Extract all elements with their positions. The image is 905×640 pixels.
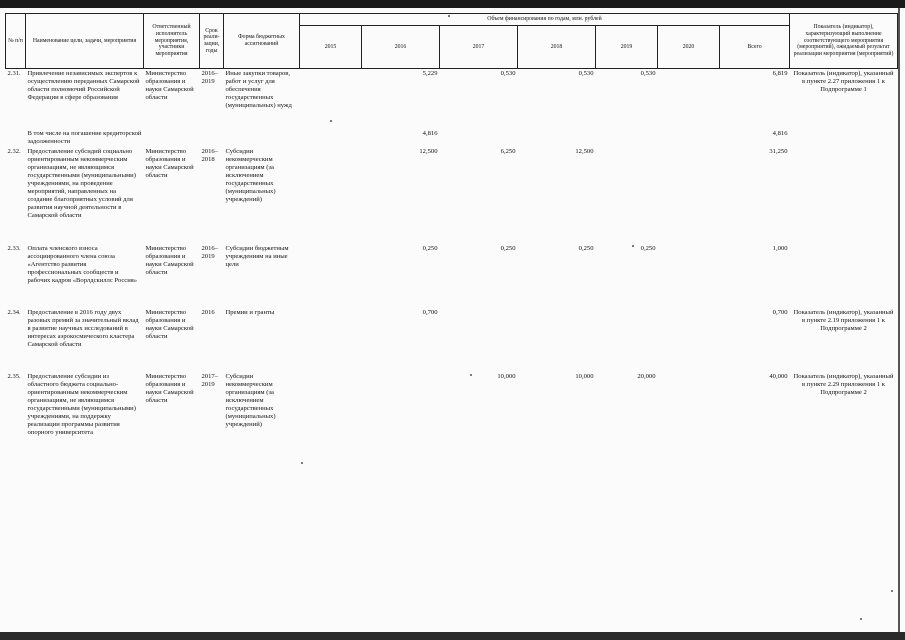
scan-top-border xyxy=(0,0,905,8)
header-executor: Ответственный исполнитель мероприятия, участники мероприятия xyxy=(144,14,200,69)
table-row xyxy=(6,244,898,286)
row-y2019: 20,000 xyxy=(637,372,656,380)
header-year-2017: 2017 xyxy=(440,26,518,69)
row-y2019: 0,250 xyxy=(640,244,656,252)
row-indicator: Показатель (индикатор), указанный в пункте 2.29 приложения 1 к Подпрограмме 2 xyxy=(793,372,894,396)
row-name: Предоставление в 2016 году двух разовых премий за значительный вклад в развитие научных исследований в интересах аэрокосмического кластера Самарской области xyxy=(27,308,139,348)
row-num: 2.33. xyxy=(7,244,21,252)
scan-speck xyxy=(470,374,472,376)
row-indicator xyxy=(790,147,898,221)
row-total: 6,819 xyxy=(772,70,788,77)
row-name: Предоставление субсидии из областного бюджета социально-ориентированным некоммерческим организациям, не являющимся государственными (муниципальными) учреждениями, на поддержку реализации программы развития опорного университета xyxy=(27,372,136,437)
row-y2016: 4,816 xyxy=(422,130,438,138)
row-y2017: 0,250 xyxy=(500,244,516,252)
scan-speck xyxy=(891,590,893,592)
row-y2015 xyxy=(300,372,362,438)
financing-table xyxy=(5,13,898,438)
row-y2018: 0,250 xyxy=(578,244,594,252)
header-funding: Объем финансирования по годам, млн. рублей xyxy=(300,14,790,26)
row-total: 0,700 xyxy=(772,308,788,316)
header-term: Срок реали-зации, годы xyxy=(200,14,224,69)
header-num: № п/п xyxy=(6,14,26,69)
header-year-2019: 2019 xyxy=(596,26,658,69)
row-y2015 xyxy=(300,308,362,350)
header-total: Всего xyxy=(720,26,790,69)
row-total: 40,000 xyxy=(769,372,788,380)
row-indicator: Показатель (индикатор), указанный в пункте 2.27 приложения 1 к Подпрограмме 1 xyxy=(793,70,894,94)
row-spacer xyxy=(6,222,898,244)
row-y2016: 0,250 xyxy=(422,244,438,252)
table-row xyxy=(6,69,898,112)
row-y2019: 0,530 xyxy=(640,70,656,77)
row-num: 2.35. xyxy=(7,372,21,380)
row-form: Субсидии бюджетным учреждениям на иные цели xyxy=(225,244,289,268)
row-spacer xyxy=(6,286,898,308)
row-form xyxy=(224,129,300,147)
row-spacer xyxy=(6,350,898,372)
header-year-2016: 2016 xyxy=(362,26,440,69)
row-y2016: 12,500 xyxy=(419,148,438,156)
row-total: 4,816 xyxy=(772,130,788,138)
row-executor: Министерство образования и науки Самарской области xyxy=(145,148,194,180)
row-name: Оплата членского взноса ассоциированного члена союза «Агентство развития профессиональных сообществ и рабочих кадров «Ворлдскиллс Россия» xyxy=(27,244,138,284)
row-y2020 xyxy=(658,129,720,147)
row-name: В том числе на погашение кредиторской задолженности xyxy=(27,130,142,146)
table-row xyxy=(6,372,898,438)
row-name: Привлечение независимых экспертов к осуществлению переданных Самарской области полномочий Российской Федерации в сфере образования xyxy=(27,70,140,102)
row-name: Предоставление субсидий социально ориентированным некоммерческим организациям, не являющимся государственными (муниципальными) учреждениями, на проведение мероприятий, направленных на создание благоприятных условий для развития научной деятельности в Самарской области xyxy=(27,148,136,220)
row-y2020 xyxy=(658,69,720,112)
row-y2018: 12,500 xyxy=(575,148,594,156)
row-y2016: 0,700 xyxy=(422,308,438,316)
row-form: Премии и гранты xyxy=(225,308,275,316)
scan-right-edge xyxy=(898,8,900,632)
scan-speck xyxy=(860,618,862,620)
table-row xyxy=(6,308,898,350)
row-num: 2.31. xyxy=(7,70,21,77)
row-y2018 xyxy=(518,308,596,350)
row-executor: Министерство образования и науки Самарской области xyxy=(145,70,194,102)
table-row xyxy=(6,147,898,221)
row-indicator xyxy=(790,244,898,286)
row-y2017: 6,250 xyxy=(500,148,516,156)
row-form: Иные закупки товаров, работ и услуг для обеспечения государственных (муниципальных) нужд xyxy=(225,70,292,110)
header-year-2015: 2015 xyxy=(300,26,362,69)
row-y2017: 0,530 xyxy=(500,70,516,77)
row-executor: Министерство образования и науки Самарской области xyxy=(145,372,194,404)
row-executor: Министерство образования и науки Самарской области xyxy=(145,244,194,276)
row-y2015 xyxy=(300,129,362,147)
row-y2015 xyxy=(300,244,362,286)
row-y2016 xyxy=(362,372,440,438)
row-y2019 xyxy=(596,129,658,147)
row-spacer xyxy=(6,111,898,129)
header-form: Форма бюджетных ассигнований xyxy=(224,14,300,69)
row-y2019 xyxy=(596,147,658,221)
scan-speck xyxy=(632,245,634,247)
header-indicator: Показатель (индикатор), характеризующий выполнение соответствующего мероприятия (мероприятий), ожидаемый результат реализации мероприятия (мероприятий) xyxy=(790,14,898,69)
header-name: Наименование цели, задачи, мероприятия xyxy=(26,14,144,69)
scan-speck xyxy=(301,462,303,464)
row-term: 2016–2019 xyxy=(201,244,218,260)
row-executor xyxy=(144,129,200,147)
row-y2015 xyxy=(300,147,362,221)
row-num xyxy=(6,129,26,147)
row-term: 2016–2018 xyxy=(201,148,218,164)
table-header xyxy=(6,14,898,69)
row-term: 2016 xyxy=(201,308,215,316)
row-y2015 xyxy=(300,69,362,112)
row-y2020 xyxy=(658,244,720,286)
row-executor: Министерство образования и науки Самарской области xyxy=(145,308,194,340)
row-total: 1,000 xyxy=(772,244,788,252)
row-y2016: 5,229 xyxy=(422,70,438,77)
header-year-2018: 2018 xyxy=(518,26,596,69)
row-total: 31,250 xyxy=(769,148,788,156)
row-term: 2016–2019 xyxy=(201,70,218,86)
row-y2020 xyxy=(658,372,720,438)
row-num: 2.32. xyxy=(7,148,21,156)
row-y2017: 10,000 xyxy=(497,372,516,380)
row-y2019 xyxy=(596,308,658,350)
scan-speck xyxy=(448,15,450,17)
row-y2018: 10,000 xyxy=(575,372,594,380)
scan-bottom-border xyxy=(0,632,905,640)
row-y2018 xyxy=(518,129,596,147)
row-y2020 xyxy=(658,147,720,221)
row-term xyxy=(200,129,224,147)
header-year-2020: 2020 xyxy=(658,26,720,69)
row-term: 2017–2019 xyxy=(201,372,218,388)
row-indicator: Показатель (индикатор), указанный в пункте 2.19 приложения 1 к Подпрограмме 2 xyxy=(793,308,894,332)
row-form: Субсидии некоммерческим организациям (за исключением государственных (муниципальных) учреждений) xyxy=(225,148,276,204)
row-num: 2.34. xyxy=(7,308,21,316)
row-y2017 xyxy=(440,129,518,147)
scan-speck xyxy=(330,120,332,122)
row-y2017 xyxy=(440,308,518,350)
table-row xyxy=(6,129,898,147)
row-y2020 xyxy=(658,308,720,350)
row-indicator xyxy=(790,129,898,147)
row-y2018: 0,530 xyxy=(578,70,594,77)
row-form: Субсидии некоммерческим организациям (за исключением государственных (муниципальных) учреждений) xyxy=(225,372,276,428)
